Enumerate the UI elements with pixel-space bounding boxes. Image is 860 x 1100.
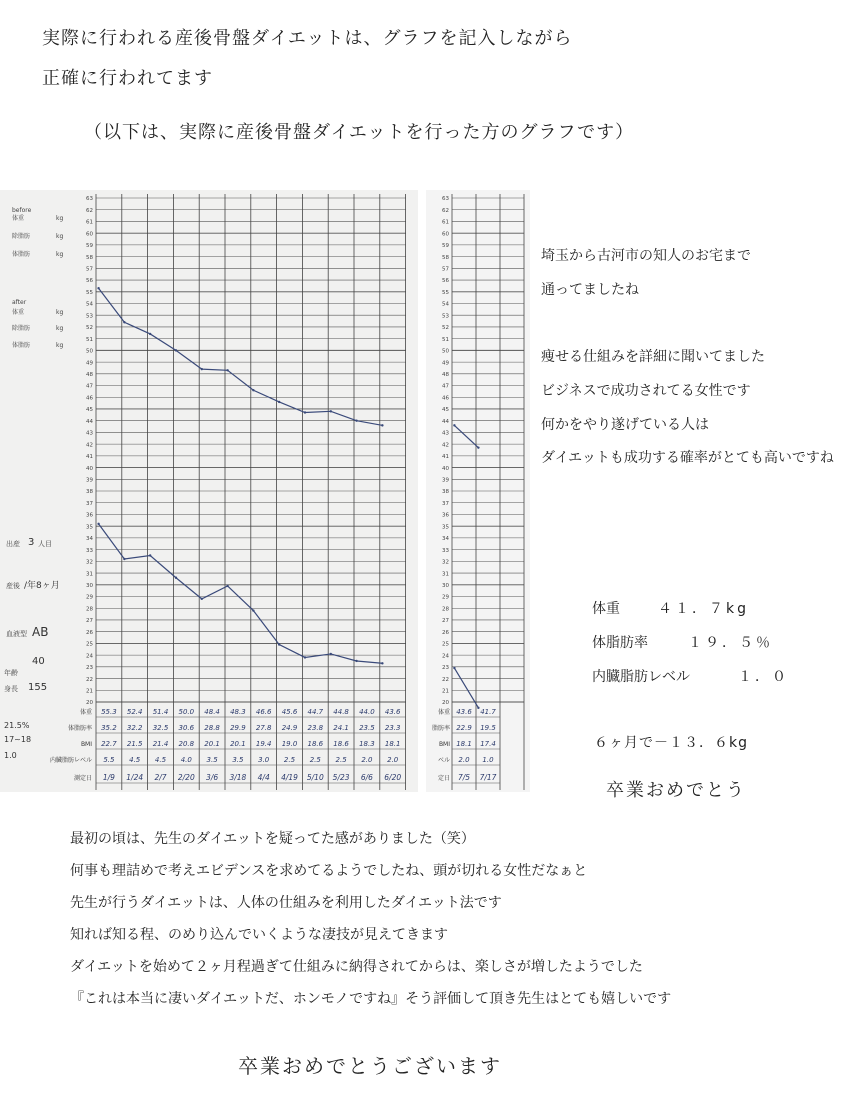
stat-visceral-label: 内臓脂肪レベル <box>592 669 690 685</box>
sheet2-y-tick-label: 29 <box>442 594 449 601</box>
measurement-chart <box>0 190 860 800</box>
sheet2-y-tick-label: 58 <box>442 254 449 261</box>
sheet1-cell-value: 18.3 <box>359 740 375 748</box>
postpartum-label: 産後 <box>6 582 20 590</box>
sheet1-data-point <box>226 369 228 371</box>
sheet1-y-tick-label: 28 <box>86 606 93 613</box>
age-value: 40 <box>32 656 45 667</box>
sheet1-data-point <box>278 643 280 645</box>
sheet1-cell-value: 50.0 <box>178 708 195 716</box>
sheet1-cell-value: 27.8 <box>255 724 272 732</box>
sheet1-cell-value: 21.5 <box>126 740 143 748</box>
note-range: 17~18 <box>4 735 32 744</box>
sheet1-y-tick-label: 45 <box>86 407 93 414</box>
sheet2-cell-value: 7/17 <box>479 773 497 782</box>
sheet2-row-label: BMI <box>438 741 450 748</box>
sheet2-y-tick-label: 54 <box>442 301 449 308</box>
sheet1-data-point <box>355 660 357 662</box>
before-lean-label: 除脂肪 <box>12 233 31 240</box>
sheet1-cell-value: 18.6 <box>307 740 324 748</box>
sheet1-y-tick-label: 32 <box>86 559 93 566</box>
sheet1-data-point <box>201 598 203 600</box>
footer-line-1: 最初の頃は、先生のダイエットを疑ってた感がありました（笑） <box>70 831 475 847</box>
sheet2-y-tick-label: 44 <box>442 418 449 425</box>
sheet1-data-point <box>252 609 254 611</box>
sheet1-y-tick-label: 56 <box>86 278 93 285</box>
sheet1-y-tick-label: 35 <box>86 524 93 531</box>
sheet1-cell-value: 3.5 <box>206 756 218 764</box>
sheet2-y-tick-label: 63 <box>442 196 449 203</box>
sheet2-y-tick-label: 39 <box>442 477 449 484</box>
sheet1-data-point <box>381 424 383 426</box>
sheet2-y-tick-label: 31 <box>442 571 449 578</box>
sheet1-cell-value: 30.6 <box>178 724 195 732</box>
sheet2-y-tick-label: 34 <box>442 536 449 543</box>
sheet1-data-point <box>278 401 280 403</box>
sheet1-cell-value: 43.6 <box>384 708 401 716</box>
stat-fat <box>592 632 773 652</box>
sheet1-cell-value: 2/20 <box>177 773 195 782</box>
after-weight-unit: kg <box>56 309 64 316</box>
sheet1-data-point <box>355 419 357 421</box>
after-fat-label: 体脂肪 <box>12 342 31 349</box>
sheet2-y-tick-label: 24 <box>442 653 449 660</box>
sheet1-y-tick-label: 54 <box>86 301 93 308</box>
sheet2-data-point <box>453 667 455 669</box>
sheet1-cell-value: 3.0 <box>258 756 270 764</box>
sheet1-cell-value: 1/9 <box>102 773 115 782</box>
side-line-5: ビジネスで成功されてる女性です <box>541 383 751 399</box>
height-label: 身長 <box>4 685 18 693</box>
after-weight-label: 体重 <box>12 309 25 316</box>
before-weight-label: 体重 <box>12 215 25 222</box>
sheet1-data-point <box>201 368 203 370</box>
sheet2-cell-value: 2.0 <box>458 756 470 764</box>
sheet2-y-tick-label: 32 <box>442 559 449 566</box>
sheet1-cell-value: 24.9 <box>281 724 298 732</box>
sheet1-y-tick-label: 53 <box>86 313 93 320</box>
sheet2-y-tick-label: 26 <box>442 629 449 636</box>
sheet1-cell-value: 6/6 <box>360 773 373 782</box>
final-congrats: 卒業おめでとうございます <box>238 1054 502 1078</box>
sheet1-cell-value: 3.5 <box>232 756 244 764</box>
sheet1-cell-value: 22.7 <box>101 740 117 748</box>
sheet1-cell-value: 1/24 <box>126 773 144 782</box>
sheet1-y-tick-label: 46 <box>86 395 93 402</box>
sheet1-y-tick-label: 48 <box>86 372 93 379</box>
before-fat-label: 体脂肪 <box>12 251 31 258</box>
sheet1-cell-value: 44.8 <box>333 708 349 716</box>
sheet1-y-tick-label: 34 <box>86 536 93 543</box>
sheet1-data-point <box>252 389 254 391</box>
sheet1-cell-value: 19.0 <box>281 740 298 748</box>
sheet1-y-tick-label: 49 <box>86 360 93 367</box>
sheet1-data-point <box>330 653 332 655</box>
sheet1-data-point <box>226 585 228 587</box>
sheet1-cell-value: 4/19 <box>281 773 298 782</box>
sheet2-y-tick-label: 21 <box>442 688 449 695</box>
sheet1-y-tick-label: 52 <box>86 325 93 332</box>
stat-fat-value: １９．５％ <box>688 635 773 651</box>
sheet2-y-tick-label: 37 <box>442 500 449 507</box>
side-line-1: 埼玉から古河市の知人のお宅まで <box>541 248 751 264</box>
sheet1-cell-value: 48.3 <box>230 708 246 716</box>
sheet2-cell-value: 18.1 <box>456 740 472 748</box>
births-value: 3 <box>28 537 35 548</box>
sheet1-y-tick-label: 61 <box>86 219 93 226</box>
after-lean-label: 除脂肪 <box>12 325 31 332</box>
sheet1-cell-value: 18.6 <box>333 740 349 748</box>
sheet2-row-label: 体重 <box>437 709 450 716</box>
births-unit: 人目 <box>38 540 52 548</box>
sheet2-y-tick-label: 27 <box>442 618 449 625</box>
sheet1-y-tick-label: 60 <box>86 231 93 238</box>
sheet1-cell-value: 44.0 <box>359 708 375 716</box>
sheet1-y-tick-label: 21 <box>86 688 93 695</box>
sheet1-cell-value: 2.0 <box>361 756 373 764</box>
side-line-4: 痩せる仕組みを詳細に聞いてました <box>541 349 765 365</box>
sheet2-cell-value: 41.7 <box>480 708 496 716</box>
heading-line-3: （以下は、実際に産後骨盤ダイエットを行った方のグラフです） <box>84 122 635 143</box>
sheet1-y-tick-label: 30 <box>86 582 93 589</box>
sheet1-y-tick-label: 47 <box>86 383 93 390</box>
sheet2-y-tick-label: 57 <box>442 266 449 273</box>
sheet2-y-tick-label: 46 <box>442 395 449 402</box>
sheet1-cell-value: 5/10 <box>306 773 324 782</box>
footer-line-4: 知れば知る程、のめり込んでいくような凄技が見えてきます <box>70 927 448 943</box>
sheet1-cell-value: 28.8 <box>204 724 220 732</box>
sheet1-cell-value: 20.1 <box>204 740 220 748</box>
sheet1-data-point <box>97 287 99 289</box>
sheet2-y-tick-label: 47 <box>442 383 449 390</box>
sheet1-y-tick-label: 57 <box>86 266 93 273</box>
sheet1-y-tick-label: 31 <box>86 571 93 578</box>
sheet1-row-label: 体重 <box>79 709 92 716</box>
sheet1-cell-value: 20.8 <box>178 740 195 748</box>
stat-visceral-value: １．０ <box>738 669 789 685</box>
sheet1-y-tick-label: 39 <box>86 477 93 484</box>
sheet1-y-tick-label: 26 <box>86 629 93 636</box>
births-label: 出産 <box>6 540 20 548</box>
footer-line-2: 何事も理詰めで考えエビデンスを求めてるようでしたね、頭が切れる女性だなぁと <box>70 863 588 879</box>
sheet1-cell-value: 23.5 <box>359 724 375 732</box>
stat-weight-label: 体重 <box>592 601 620 617</box>
sheet1-y-tick-label: 37 <box>86 500 93 507</box>
sheet2-data-point <box>477 446 479 448</box>
sheet1-cell-value: 52.4 <box>126 708 143 716</box>
before-title: before <box>12 207 32 214</box>
sheet1-y-tick-label: 38 <box>86 489 93 496</box>
sheet2-y-tick-label: 42 <box>442 442 449 449</box>
sheet1-cell-value: 23.8 <box>307 724 324 732</box>
sheet1-cell-value: 2.5 <box>309 756 321 764</box>
sheet1-y-tick-label: 50 <box>86 348 93 355</box>
sheet1-y-tick-label: 20 <box>86 700 93 707</box>
sheet2-row-label: ベル <box>437 757 450 764</box>
sheet2-y-tick-label: 52 <box>442 325 449 332</box>
side-line-2: 通ってましたね <box>541 282 639 298</box>
sheet2-y-tick-label: 35 <box>442 524 449 531</box>
side-line-6: 何かをやり遂げている人は <box>541 417 709 433</box>
sheet1-cell-value: 48.4 <box>204 708 220 716</box>
stat-visceral <box>592 666 789 686</box>
sheet2-y-tick-label: 50 <box>442 348 449 355</box>
sheet2-y-tick-label: 38 <box>442 489 449 496</box>
stat-weight <box>592 598 749 618</box>
sheet2-cell-value: 43.6 <box>456 708 472 716</box>
before-lean-unit: kg <box>56 233 64 240</box>
sheet2-y-tick-label: 55 <box>442 289 449 296</box>
side-line-7: ダイエットも成功する確率がとても高いですね <box>541 450 834 466</box>
sheet2-y-tick-label: 62 <box>442 207 449 214</box>
sheet2-y-tick-label: 51 <box>442 336 449 343</box>
before-fat-unit: kg <box>56 251 64 258</box>
sheet2-y-tick-label: 33 <box>442 547 449 554</box>
sheet1-cell-value: 51.4 <box>152 708 169 716</box>
sheet1-cell-value: 23.3 <box>384 724 401 732</box>
after-title: after <box>12 299 27 306</box>
sheet1-cell-value: 19.4 <box>255 740 272 748</box>
sheet2-y-tick-label: 60 <box>442 231 449 238</box>
sheet1-data-point <box>149 554 151 556</box>
sheet2-y-tick-label: 40 <box>442 465 449 472</box>
sheet2-y-tick-label: 49 <box>442 360 449 367</box>
sheet1-y-tick-label: 23 <box>86 665 93 672</box>
sheet1-cell-value: 4.0 <box>180 756 192 764</box>
sheet1-cell-value: 21.4 <box>152 740 169 748</box>
before-weight-unit: kg <box>56 215 64 222</box>
sheet1-cell-value: 20.1 <box>230 740 246 748</box>
sheet1-row-label: 体脂肪率 <box>67 725 92 732</box>
stat-congrats: 卒業おめでとう <box>606 780 746 801</box>
stat-fat-label: 体脂肪率 <box>592 635 648 651</box>
sheet1-cell-value: 32.5 <box>152 724 169 732</box>
sheet1-row-label: 測定日 <box>73 775 92 782</box>
sheet2-y-tick-label: 25 <box>442 641 449 648</box>
sheet2-y-tick-label: 23 <box>442 665 449 672</box>
sheet1-cell-value: 46.6 <box>255 708 272 716</box>
sheet2-y-tick-label: 30 <box>442 582 449 589</box>
sheet1-cell-value: 45.6 <box>281 708 298 716</box>
footer-line-5: ダイエットを始めて２ヶ月程過ぎて仕組みに納得されてからは、楽しさが増したようでした <box>70 959 643 975</box>
sheet1-cell-value: 35.2 <box>101 724 117 732</box>
sheet1-cell-value: 2.5 <box>283 756 296 764</box>
sheet1-cell-value: 44.7 <box>307 708 324 716</box>
sheet1-y-tick-label: 40 <box>86 465 93 472</box>
sheet2-y-tick-label: 56 <box>442 278 449 285</box>
sheet2-y-tick-label: 53 <box>442 313 449 320</box>
sheet1-y-tick-label: 29 <box>86 594 93 601</box>
stat-weight-value: ４１．７kg <box>658 601 749 617</box>
footer-line-6: 『これは本当に凄いダイエットだ、ホンモノですね』そう評価して頂き先生はとても嬉しいです <box>70 991 672 1007</box>
sheet1-y-tick-label: 43 <box>86 430 93 437</box>
sheet1-y-tick-label: 22 <box>86 676 93 683</box>
sheet1-cell-value: 2/7 <box>154 773 167 782</box>
age-label: 年齢 <box>4 669 18 677</box>
sheet1-data-point <box>175 577 177 579</box>
sheet1-cell-value: 6/20 <box>384 773 402 782</box>
sheet1-cell-value: 2.5 <box>335 756 347 764</box>
sheet1-y-tick-label: 58 <box>86 254 93 261</box>
sheet1-y-tick-label: 41 <box>86 454 93 461</box>
sheet2-y-tick-label: 45 <box>442 407 449 414</box>
sheet2-y-tick-label: 41 <box>442 454 449 461</box>
sheet1-y-tick-label: 42 <box>86 442 93 449</box>
sheet2-y-tick-label: 43 <box>442 430 449 437</box>
sheet2-y-tick-label: 36 <box>442 512 449 519</box>
sheet2-cell-value: 1.0 <box>482 756 494 764</box>
sheet1-data-point <box>381 662 383 664</box>
sheet1-data-point <box>149 333 151 335</box>
after-fat-unit: kg <box>56 342 64 349</box>
sheet2-data-point <box>453 424 455 426</box>
sheet1-cell-value: 29.9 <box>230 724 246 732</box>
sheet1-y-tick-label: 33 <box>86 547 93 554</box>
sheet2-cell-value: 17.4 <box>480 740 496 748</box>
note-visceral: 1.0 <box>4 751 17 760</box>
sheet1-data-point <box>123 321 125 323</box>
sheet2-y-tick-label: 20 <box>442 700 449 707</box>
sheet1-y-tick-label: 44 <box>86 418 93 425</box>
sheet2-cell-value: 22.9 <box>456 724 472 732</box>
sheet1-cell-value: 55.3 <box>101 708 117 716</box>
sheet-separator <box>418 190 426 792</box>
blood-value: AB <box>32 625 49 639</box>
sheet1-cell-value: 24.1 <box>333 724 349 732</box>
sheet1-y-tick-label: 36 <box>86 512 93 519</box>
sheet1-data-point <box>330 410 332 412</box>
note-bmi: 21.5% <box>4 721 30 730</box>
heading-line-2: 正確に行われてます <box>42 68 213 89</box>
sheet2-y-tick-label: 22 <box>442 676 449 683</box>
sheet1-y-tick-label: 63 <box>86 196 93 203</box>
sheet1-cell-value: 18.1 <box>384 740 401 748</box>
sheet1-y-tick-label: 25 <box>86 641 93 648</box>
heading-line-1: 実際に行われる産後骨盤ダイエットは、グラフを記入しながら <box>42 28 573 49</box>
sheet1-data-point <box>123 558 125 560</box>
sheet1-y-tick-label: 24 <box>86 653 93 660</box>
sheet1-y-tick-label: 59 <box>86 243 93 250</box>
sheet2-y-tick-label: 61 <box>442 219 449 226</box>
sheet1-row-label: BMI <box>80 741 92 748</box>
sheet1-cell-value: 4.5 <box>129 756 141 764</box>
sheet1-y-tick-label: 55 <box>86 289 93 296</box>
sheet1-y-tick-label: 51 <box>86 336 93 343</box>
sheet1-cell-value: 3/18 <box>229 773 247 782</box>
stat-summary: ６ヶ月で－１３．６kg <box>594 735 748 751</box>
sheet2-y-tick-label: 28 <box>442 606 449 613</box>
sheet1-cell-value: 5.5 <box>103 756 115 764</box>
sheet1-data-point <box>97 523 99 525</box>
sheet2-y-tick-label: 59 <box>442 243 449 250</box>
sheet1-data-point <box>304 411 306 413</box>
sheet1-cell-value: 4.5 <box>154 756 167 764</box>
sheet2-y-tick-label: 48 <box>442 372 449 379</box>
sheet1-y-tick-label: 27 <box>86 618 93 625</box>
sheet1-y-tick-label: 62 <box>86 207 93 214</box>
sheet2-row-label: 脂肪率 <box>431 725 450 732</box>
postpartum-value: /年8ヶ月 <box>24 581 60 591</box>
sheet1-cell-value: 3/6 <box>206 773 219 782</box>
footer-line-3: 先生が行うダイエットは、人体の仕組みを利用したダイエット法です <box>70 895 502 911</box>
blood-label: 血液型 <box>6 630 27 638</box>
sheet2-row-label: 定日 <box>437 775 450 782</box>
sheet1-cell-value: 2.0 <box>387 756 399 764</box>
sheet2-cell-value: 7/5 <box>457 773 471 782</box>
height-value: 155 <box>28 682 48 693</box>
sheet1-cell-value: 5/23 <box>332 773 350 782</box>
sheet2-cell-value: 19.5 <box>480 724 496 732</box>
sheet1-cell-value: 32.2 <box>126 724 143 732</box>
after-lean-unit: kg <box>56 325 64 332</box>
sheet1-row-label: 内臓脂肪レベル <box>49 757 92 764</box>
sheet1-cell-value: 4/4 <box>257 773 270 782</box>
sheet1-data-point <box>304 656 306 658</box>
sheet1-data-point <box>175 349 177 351</box>
